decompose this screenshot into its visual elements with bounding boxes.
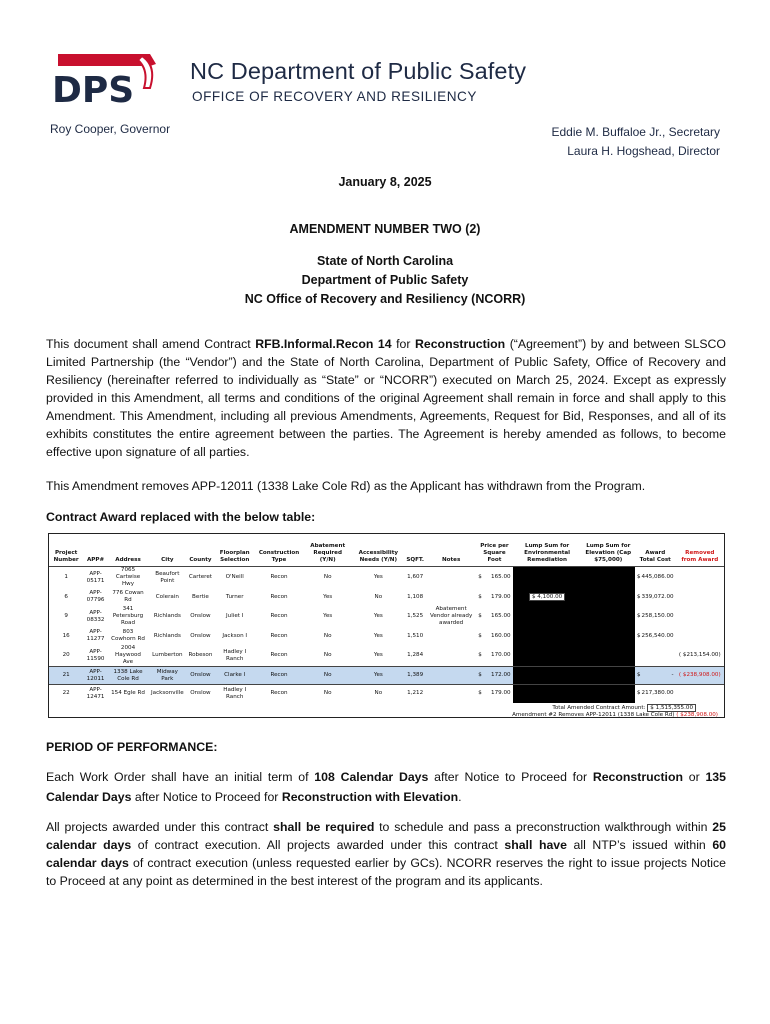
header-col-city: City — [148, 534, 186, 567]
cell-abatement: Yes — [323, 593, 333, 600]
header-col-env-remediation: Lump Sum for Environmental Remediation — [513, 534, 582, 567]
header-col-app: APP# — [83, 534, 107, 567]
cell-app: APP-11590 — [86, 648, 105, 662]
table-row — [49, 627, 724, 645]
party-line-2: Department of Public Safety — [301, 273, 469, 287]
cell-elevation — [582, 606, 635, 627]
table-row — [49, 567, 724, 589]
cell-env-remediation — [513, 627, 582, 645]
cell-county: Onslow — [190, 690, 211, 697]
cell-construction-type: Recon — [270, 574, 288, 580]
cell-award-total: $ 256,540.00 — [636, 632, 674, 639]
cell-city: Jacksonville — [151, 690, 184, 697]
cell-floorplan: Hadley I Ranch — [223, 648, 247, 662]
cell-project-number: 16 — [62, 632, 70, 639]
amendment-title: AMENDMENT NUMBER TWO (2) — [289, 222, 481, 236]
cell-award-total — [635, 645, 676, 667]
header-col-accessibility: Accessibility Needs (Y/N) — [352, 534, 404, 567]
header-col-address: Address — [108, 534, 148, 567]
cell-address: 341 Petersburg Road — [112, 606, 144, 626]
cell-notes — [426, 667, 476, 685]
cell-abatement: No — [323, 632, 332, 639]
cell-construction-type: Recon — [270, 690, 288, 697]
table-row — [49, 645, 724, 667]
officials-block — [551, 123, 720, 161]
cell-abatement: No — [323, 574, 332, 580]
cell-notes — [426, 685, 476, 703]
cell-address: 2004 Haywood Ave — [115, 645, 141, 665]
cell-county: Onslow — [190, 672, 211, 678]
cell-notes — [426, 627, 476, 645]
party-line-1: State of North Carolina — [316, 254, 454, 268]
cell-elevation — [582, 645, 635, 667]
cell-env-remediation — [513, 667, 582, 685]
cell-price: $ 179.00 — [478, 690, 511, 697]
contract-award-table — [48, 533, 725, 718]
cell-env-remediation — [513, 685, 582, 703]
intro-paragraph: This document shall amend Contract RFB.Informal.Recon 14 for Reconstruction (“Agreement”) by and between SLSCO Limited Partnership (the “Vendor”) and the State of North Carolina, Department of Public Safety, Office of Recovery and Resiliency (hereinafter referred to individually as “State” or “NCORR”) executed on March 25, 2024. Except as expressly provided in this Amendment, all terms and conditions of the original Agreement shall remain in force and shall apply to this Amendment. This Amendment, including all previous Amendments, Agreements, Request for Bid, Responses, and all of its exhibits constitutes the entire agreement between the parties. The Agreement is hereby amended as follows, to become effective upon signature of all parties. — [46, 337, 726, 459]
removal-value: ( $238,908.00) — [676, 711, 718, 718]
cell-award-total: $ 258,150.00 — [636, 613, 674, 619]
period-paragraph-2: All projects awarded under this contract shall be required to schedule and pass a preconstruction walkthrough within 25 calendar days of contract execution. All projects awarded under this contract shall have all NTP’s issued within 60 calendar days of contract execution (unless requested earlier by GCs). NCORR reserves the right to issue projects Notice to Proceed at any point as determined in the best interest of the program and its applicants. — [46, 820, 727, 888]
cell-address: 776 Cowan Rd — [112, 590, 144, 603]
cell-notes — [426, 588, 476, 606]
removal-label: Amendment #2 Removes APP-12011 (1338 Lake Cole Rd) — [512, 711, 675, 718]
cell-accessibility: Yes — [373, 672, 383, 678]
governor-name: Roy Cooper, Governor — [50, 122, 171, 136]
cell-removed: ( $213,154.00) — [678, 652, 721, 658]
cell-sqft: 1,510 — [407, 632, 424, 639]
table-body — [49, 567, 724, 703]
cell-accessibility: Yes — [373, 613, 383, 619]
cell-county: Robeson — [188, 652, 213, 658]
cell-floorplan: Jackson I — [222, 632, 248, 639]
header-col-project-number: Project Number — [49, 534, 83, 567]
header-col-removed: Removed from Award — [676, 534, 724, 567]
cell-city: Beaufort Point — [155, 570, 180, 584]
table-row — [49, 606, 724, 627]
cell-project-number: 1 — [64, 574, 68, 580]
cell-address: 7065 Cartwise Hwy — [115, 567, 141, 587]
cell-city: Richlands — [153, 613, 181, 619]
cell-floorplan: Hadley I Ranch — [223, 686, 247, 700]
cell-price: $ 170.00 — [478, 652, 511, 658]
cell-city: Lumberton — [152, 652, 183, 658]
cell-notes — [426, 567, 476, 589]
cell-app: APP-07796 — [86, 590, 105, 603]
cell-accessibility: Yes — [373, 574, 383, 580]
cell-award-total: $ 445,086.00 — [636, 574, 674, 580]
cell-price: $ 165.00 — [478, 613, 511, 619]
cell-app: APP-05171 — [86, 570, 105, 584]
cell-notes: Abatement Vendor already awarded — [429, 606, 473, 626]
cell-floorplan: Turner — [225, 593, 244, 600]
cell-award-total: $ - — [636, 672, 674, 678]
header-col-notes: Notes — [426, 534, 476, 567]
cell-city: Richlands — [153, 632, 181, 639]
cell-award-total: $ 339,072.00 — [636, 593, 674, 600]
cell-notes — [426, 645, 476, 667]
cell-sqft: 1,607 — [407, 574, 424, 580]
cell-accessibility: Yes — [373, 632, 383, 639]
cell-project-number: 6 — [64, 593, 68, 600]
cell-elevation — [582, 567, 635, 589]
cell-county: Carteret — [188, 574, 212, 580]
cell-project-number: 22 — [62, 690, 70, 697]
cell-construction-type: Recon — [270, 652, 288, 658]
cell-sqft: 1,284 — [407, 652, 424, 658]
cell-county: Bertie — [192, 593, 209, 600]
header-col-county: County — [186, 534, 214, 567]
total-line — [49, 705, 724, 711]
party-line-3: NC Office of Recovery and Resiliency (NCORR) — [244, 292, 526, 306]
cell-project-number: 21 — [62, 672, 70, 678]
cell-price: $ 179.00 — [478, 593, 511, 600]
office-name: OFFICE OF RECOVERY AND RESILIENCY — [192, 89, 477, 104]
table-row — [49, 685, 724, 703]
cell-county: Onslow — [190, 613, 211, 619]
logo-text: DPS — [52, 70, 135, 106]
director-name: Laura H. Hogshead, Director — [567, 144, 720, 158]
header-col-elevation: Lump Sum for Elevation (Cap $75,000) — [582, 534, 635, 567]
cell-accessibility: Yes — [373, 652, 383, 658]
cell-sqft: 1,525 — [407, 613, 424, 619]
total-value: $ 1,515,355.00 — [647, 704, 696, 712]
cell-sqft: 1,212 — [407, 690, 424, 697]
period-heading: PERIOD OF PERFORMANCE: — [46, 740, 218, 754]
cell-sqft: 1,108 — [407, 593, 424, 600]
removal-statement: This Amendment removes APP-12011 (1338 Lake Cole Rd) as the Applicant has withdrawn from the Program. — [46, 479, 646, 493]
cell-removed — [676, 588, 724, 606]
header-col-floorplan: Floorplan Selection — [214, 534, 255, 567]
removal-line — [49, 712, 724, 718]
cell-construction-type: Recon — [270, 672, 288, 678]
table-row — [49, 588, 724, 606]
document-date: January 8, 2025 — [338, 175, 432, 189]
cell-removed — [676, 685, 724, 703]
cell-env-remediation — [513, 567, 582, 589]
cell-removed — [676, 567, 724, 589]
table-row — [49, 667, 724, 685]
total-label: Total Amended Contract Amount: — [552, 704, 646, 711]
cell-construction-type: Recon — [270, 593, 288, 600]
cell-env-remediation: $ 4,100.00 — [513, 588, 582, 606]
cell-address: 1338 Lake Cole Rd — [113, 668, 143, 682]
header-col-abatement: Abatement Required (Y/N) — [303, 534, 352, 567]
cell-price: $ 165.00 — [478, 574, 511, 580]
cell-elevation — [582, 627, 635, 645]
cell-removed: ( $238,908.00) — [678, 672, 721, 678]
header-col-sqft: SQFT. — [404, 534, 426, 567]
cell-price: $ 160.00 — [478, 632, 511, 639]
cell-abatement: Yes — [323, 613, 333, 619]
header-col-award-total: Award Total Cost — [635, 534, 676, 567]
cell-app: APP-11277 — [86, 629, 105, 642]
cell-abatement: No — [323, 652, 332, 658]
cell-address: 803 Cowhorn Rd — [111, 629, 145, 642]
cell-project-number: 20 — [62, 652, 70, 658]
cell-award-total: $ 217,380.00 — [636, 690, 674, 697]
cell-floorplan: Clarke I — [224, 672, 246, 678]
cell-accessibility: No — [374, 593, 383, 600]
secretary-name: Eddie M. Buffaloe Jr., Secretary — [551, 125, 720, 139]
award-table — [49, 534, 724, 703]
dps-logo — [50, 52, 158, 106]
cell-elevation — [582, 685, 635, 703]
cell-county: Onslow — [190, 632, 211, 639]
header-col-construction-type: Construction Type — [255, 534, 303, 567]
cell-removed — [676, 627, 724, 645]
department-name: NC Department of Public Safety — [190, 58, 527, 84]
contract-award-heading: Contract Award replaced with the below table: — [46, 510, 316, 524]
cell-floorplan: O'Neill — [225, 574, 244, 580]
cell-price: $ 172.00 — [478, 672, 511, 678]
cell-removed — [676, 606, 724, 627]
cell-city: Colerain — [155, 593, 179, 600]
cell-elevation — [582, 667, 635, 685]
cell-project-number: 9 — [64, 613, 68, 619]
cell-app: APP-08332 — [86, 609, 105, 623]
cell-elevation — [582, 588, 635, 606]
cell-accessibility: No — [374, 690, 383, 697]
period-paragraph-1: Each Work Order shall have an initial term of 108 Calendar Days after Notice to Proceed for Reconstruction or 135 Calendar Days after Notice to Proceed for Reconstruction with Elevation. — [46, 770, 726, 804]
cell-construction-type: Recon — [270, 632, 288, 639]
header-col-price: Price per Square Foot — [476, 534, 512, 567]
cell-address: 154 Egle Rd — [111, 690, 145, 697]
cell-app: APP-12011 — [86, 668, 105, 682]
table-header-row — [49, 534, 724, 567]
cell-env-remediation — [513, 645, 582, 667]
cell-env-remediation — [513, 606, 582, 627]
cell-construction-type: Recon — [270, 613, 288, 619]
cell-floorplan: Juliet I — [226, 613, 244, 619]
cell-abatement: No — [323, 690, 332, 697]
cell-app: APP-12471 — [86, 686, 105, 700]
cell-sqft: 1,389 — [407, 672, 424, 678]
cell-city: Midway Park — [156, 668, 178, 682]
cell-abatement: No — [323, 672, 332, 678]
